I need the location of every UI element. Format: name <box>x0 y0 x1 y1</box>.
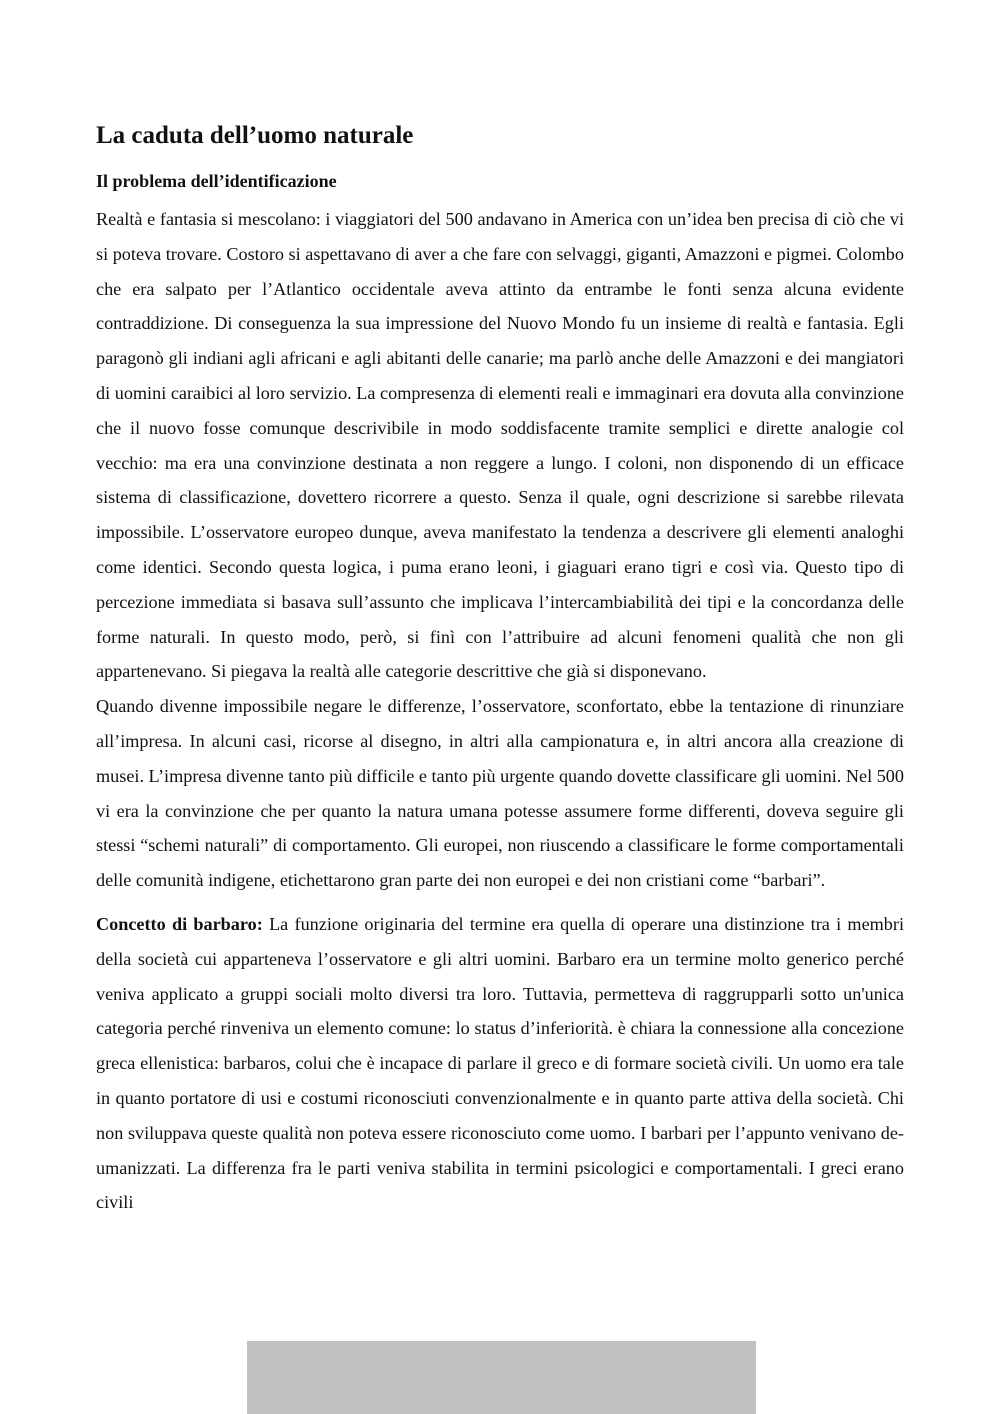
footer-placeholder-box <box>247 1341 756 1414</box>
document-page <box>96 120 904 1220</box>
paragraph-realta-fantasia: Realtà e fantasia si mescolano: i viaggiatori del 500 andavano in America con un’idea ben precisa di ciò che vi si poteva trovare. Costoro si aspettavano di aver a che fare con selvaggi, giganti, Amazzoni e pigmei. Colombo che era salpato per l’Atlantico occidentale aveva attinto da entrambe le fonti senza alcuna evidente contraddizione. Di conseguenza la sua impressione del Nuovo Mondo fu un insieme di realtà e fantasia. Egli paragonò gli indiani agli africani e agli abitanti delle canarie; ma parlò anche delle Amazzoni e dei mangiatori di uomini caraibici al loro servizio. La compresenza di elementi reali e immaginari era dovuta alla convinzione che il nuovo fosse comunque descrivibile in modo soddisfacente tramite semplici e dirette analogie col vecchio: ma era una convinzione destinata a non reggere a lungo. I coloni, non disponendo di un efficace sistema di classificazione, dovettero ricorrere a questo. Senza il quale, ogni descrizione si sarebbe rilevata impossibile. L’osservatore europeo dunque, aveva manifestato la tendenza a descrivere gli elementi analoghi come identici. Secondo questa logica, i puma erano leoni, i giaguari erano tigri e così via. Questo tipo di percezione immediata si basava sull’assunto che implicava l’intercambiabilità dei tipi e la concordanza delle forme naturali. In questo modo, però, si finì con l’attribuire ad alcuni fenomeni qualità che non gli appartenevano. Si piegava la realtà alle categorie descrittive che già si disponevano. <box>96 209 904 682</box>
page-title: La caduta dell’uomo naturale <box>96 122 414 149</box>
paragraph-concetto-barbaro <box>96 907 904 1220</box>
paragraph-body: La funzione originaria del termine era quella di operare una distinzione tra i membri della società cui apparteneva l’osservatore e gli altri uomini. Barbaro era un termine molto generico perché veniva applicato a gruppi sociali molto diversi tra loro. Tuttavia, permetteva di raggrupparli sotto un'unica categoria perché rinveniva un elemento comune: lo status d’inferiorità. è chiara la connessione alla concezione greca ellenistica: barbaros, colui che è incapace di parlare il greco e di formare società civili. Un uomo era tale in quanto portatore di usi e costumi riconosciuti convenzionalmente e in quanto parte attiva della società. Chi non sviluppava queste qualità non poteva essere riconosciuto come uomo. I barbari per l’appunto venivano de-umanizzati. La differenza fra le parti veniva stabilita in termini psicologici e comportamentali. I greci erano civili <box>96 913 905 1213</box>
section-subtitle: Il problema dell’identificazione <box>96 171 337 191</box>
paragraph-lead-term: Concetto di barbaro: <box>96 913 263 934</box>
paragraph-differenze: Quando divenne impossibile negare le differenze, l’osservatore, sconfortato, ebbe la tentazione di rinunziare all’impresa. In alcuni casi, ricorse al disegno, in altri alla campionatura e, in altri ancora alla creazione di musei. L’impresa divenne tanto più difficile e tanto più urgente quando dovette classificare gli uomini. Nel 500 vi era la convinzione che per quanto la natura umana potesse assumere forme differenti, doveva seguire gli stessi “schemi naturali” di comportamento. Gli europei, non riuscendo a classificare le forme comportamentali delle comunità indigene, etichettarono gran parte dei non europei e dei non cristiani come “barbari”. <box>96 696 904 891</box>
